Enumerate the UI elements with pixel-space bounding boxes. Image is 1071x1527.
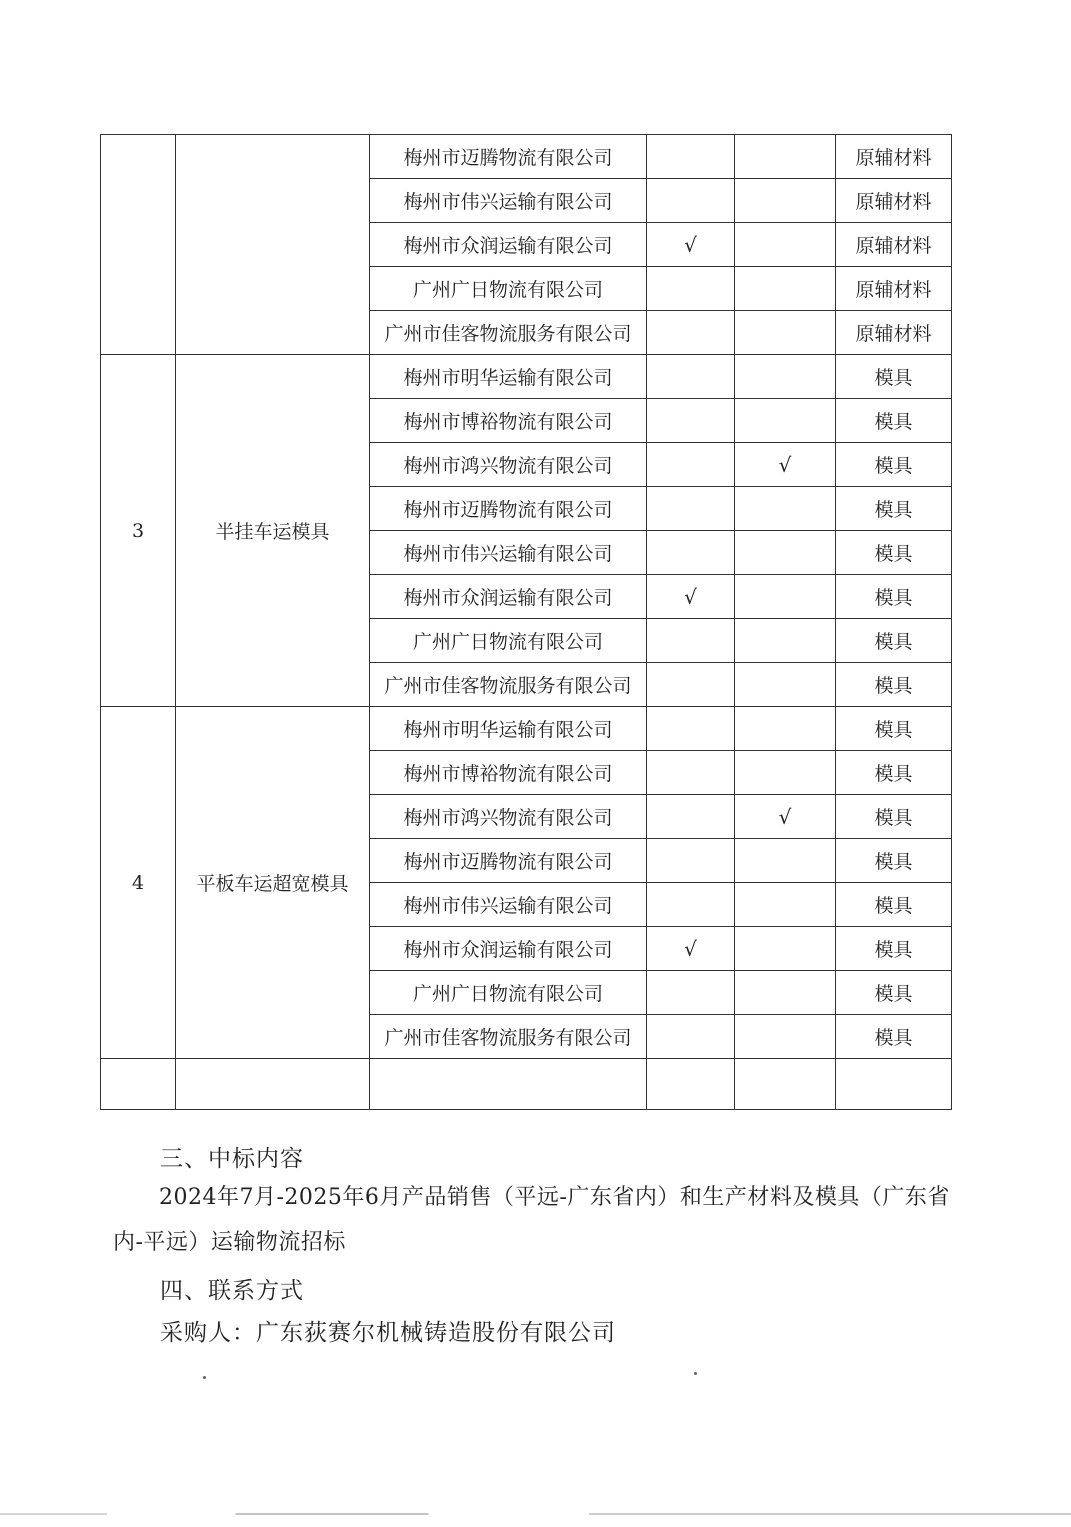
company-cell: 梅州市伟兴运输有限公司 xyxy=(370,179,647,223)
empty-cell xyxy=(101,1059,176,1110)
empty-cell xyxy=(836,1059,952,1110)
check-mark-cell xyxy=(735,311,836,355)
check-mark-cell xyxy=(647,707,735,751)
bidder-table xyxy=(100,134,952,1110)
cargo-type-cell: 模具 xyxy=(836,399,952,443)
check-mark-cell xyxy=(735,839,836,883)
check-mark-cell: √ xyxy=(647,927,735,971)
company-cell: 梅州市鸿兴物流有限公司 xyxy=(370,795,647,839)
check-mark-cell xyxy=(735,179,836,223)
cargo-type-cell: 模具 xyxy=(836,487,952,531)
company-cell: 广州市佳客物流服务有限公司 xyxy=(370,1015,647,1059)
check-mark-cell: √ xyxy=(647,575,735,619)
table-row xyxy=(101,135,952,179)
cargo-type-cell: 模具 xyxy=(836,1015,952,1059)
group-index-cell: 3 xyxy=(101,355,176,707)
check-mark-cell xyxy=(647,795,735,839)
check-mark-cell xyxy=(735,707,836,751)
scan-speck xyxy=(694,1372,697,1375)
cargo-type-cell: 原辅材料 xyxy=(836,311,952,355)
check-mark-cell xyxy=(647,443,735,487)
check-mark-cell xyxy=(647,267,735,311)
cargo-type-cell: 模具 xyxy=(836,707,952,751)
group-category-cell xyxy=(176,135,370,355)
cargo-type-cell: 模具 xyxy=(836,443,952,487)
cargo-type-cell: 模具 xyxy=(836,751,952,795)
empty-cell xyxy=(647,1059,735,1110)
cargo-type-cell: 原辅材料 xyxy=(836,223,952,267)
check-mark-cell xyxy=(735,399,836,443)
company-cell: 梅州市众润运输有限公司 xyxy=(370,575,647,619)
check-mark-cell xyxy=(735,971,836,1015)
cargo-type-cell: 模具 xyxy=(836,531,952,575)
cargo-type-cell: 模具 xyxy=(836,355,952,399)
check-mark-cell xyxy=(647,663,735,707)
check-mark-cell xyxy=(647,751,735,795)
cargo-type-cell: 模具 xyxy=(836,795,952,839)
check-mark-cell: √ xyxy=(735,443,836,487)
check-mark-cell xyxy=(735,355,836,399)
company-cell: 梅州市迈腾物流有限公司 xyxy=(370,839,647,883)
check-mark-cell xyxy=(735,487,836,531)
company-cell: 梅州市迈腾物流有限公司 xyxy=(370,487,647,531)
check-mark-cell xyxy=(647,399,735,443)
check-mark-cell xyxy=(735,135,836,179)
cargo-type-cell: 模具 xyxy=(836,971,952,1015)
check-mark-cell xyxy=(647,531,735,575)
check-mark-cell xyxy=(647,487,735,531)
check-mark-cell xyxy=(735,267,836,311)
empty-table-row xyxy=(101,1059,952,1110)
company-cell: 梅州市明华运输有限公司 xyxy=(370,707,647,751)
company-cell: 广州广日物流有限公司 xyxy=(370,267,647,311)
check-mark-cell xyxy=(647,135,735,179)
check-mark-cell xyxy=(647,1015,735,1059)
scan-speck xyxy=(203,1376,206,1379)
check-mark-cell xyxy=(647,311,735,355)
company-cell: 梅州市明华运输有限公司 xyxy=(370,355,647,399)
check-mark-cell: √ xyxy=(735,795,836,839)
table-row xyxy=(101,707,952,751)
purchaser-line: 采购人：广东荻赛尔机械铸造股份有限公司 xyxy=(160,1320,616,1346)
cargo-type-cell: 原辅材料 xyxy=(836,179,952,223)
check-mark-cell xyxy=(647,619,735,663)
company-cell: 梅州市鸿兴物流有限公司 xyxy=(370,443,647,487)
award-heading: 三、中标内容 xyxy=(160,1146,304,1172)
company-cell: 梅州市迈腾物流有限公司 xyxy=(370,135,647,179)
check-mark-cell xyxy=(735,619,836,663)
check-mark-cell xyxy=(735,1015,836,1059)
cargo-type-cell: 原辅材料 xyxy=(836,267,952,311)
cargo-type-cell: 模具 xyxy=(836,575,952,619)
company-cell: 梅州市博裕物流有限公司 xyxy=(370,751,647,795)
group-category-cell: 平板车运超宽模具 xyxy=(176,707,370,1059)
check-mark-cell xyxy=(735,751,836,795)
empty-cell xyxy=(735,1059,836,1110)
check-mark-cell xyxy=(735,531,836,575)
company-cell: 梅州市伟兴运输有限公司 xyxy=(370,531,647,575)
table-row xyxy=(101,355,952,399)
company-cell: 广州市佳客物流服务有限公司 xyxy=(370,311,647,355)
company-cell: 广州广日物流有限公司 xyxy=(370,619,647,663)
company-cell: 梅州市伟兴运输有限公司 xyxy=(370,883,647,927)
group-index-cell xyxy=(101,135,176,355)
check-mark-cell xyxy=(735,575,836,619)
empty-cell xyxy=(176,1059,370,1110)
empty-cell xyxy=(370,1059,647,1110)
cargo-type-cell: 模具 xyxy=(836,839,952,883)
check-mark-cell xyxy=(735,663,836,707)
cargo-type-cell: 模具 xyxy=(836,883,952,927)
cargo-type-cell: 模具 xyxy=(836,619,952,663)
contact-heading: 四、联系方式 xyxy=(160,1278,304,1304)
check-mark-cell xyxy=(735,883,836,927)
group-category-cell: 半挂车运模具 xyxy=(176,355,370,707)
cargo-type-cell: 模具 xyxy=(836,663,952,707)
cargo-type-cell: 模具 xyxy=(836,927,952,971)
check-mark-cell: √ xyxy=(647,223,735,267)
award-text: 2024年7月-2025年6月产品销售（平远-广东省内）和生产材料及模具（广东省内-平远）运输物流招标 xyxy=(113,1185,950,1255)
check-mark-cell xyxy=(647,355,735,399)
scan-edge-line xyxy=(0,1513,1071,1515)
group-index-cell: 4 xyxy=(101,707,176,1059)
check-mark-cell xyxy=(647,883,735,927)
check-mark-cell xyxy=(647,179,735,223)
check-mark-cell xyxy=(735,927,836,971)
cargo-type-cell: 原辅材料 xyxy=(836,135,952,179)
company-cell: 广州市佳客物流服务有限公司 xyxy=(370,663,647,707)
check-mark-cell xyxy=(647,971,735,1015)
company-cell: 梅州市众润运输有限公司 xyxy=(370,223,647,267)
company-cell: 广州广日物流有限公司 xyxy=(370,971,647,1015)
check-mark-cell xyxy=(735,223,836,267)
company-cell: 梅州市博裕物流有限公司 xyxy=(370,399,647,443)
check-mark-cell xyxy=(647,839,735,883)
company-cell: 梅州市众润运输有限公司 xyxy=(370,927,647,971)
